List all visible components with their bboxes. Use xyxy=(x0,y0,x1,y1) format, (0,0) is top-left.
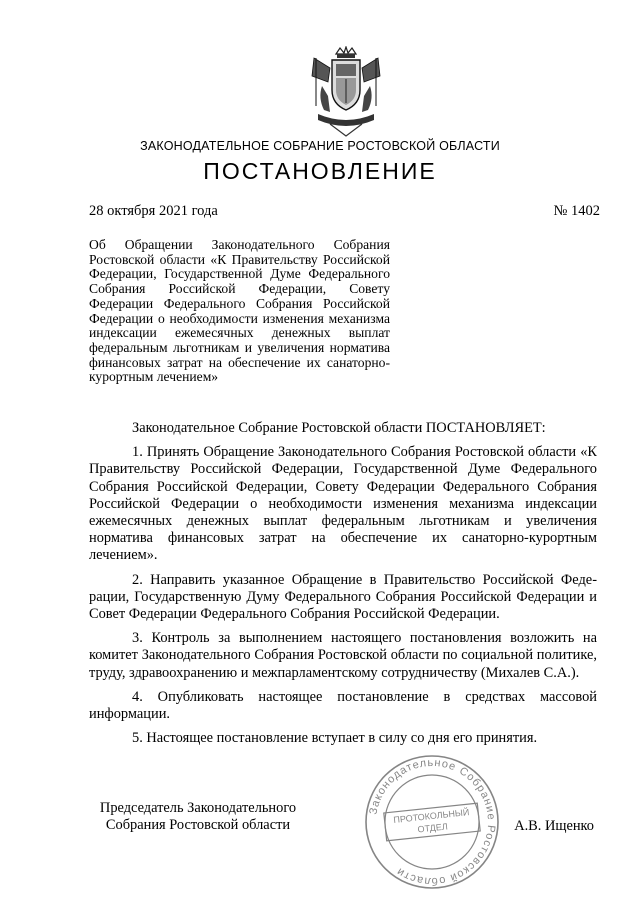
document-body xyxy=(89,420,597,754)
resolution-intro: Законодательное Собрание Ростовской области ПОСТАНОВЛЯЕТ: xyxy=(132,420,546,436)
resolution-item: 5. Настоящее постановление вступает в силу со дня его принятия. xyxy=(132,730,538,747)
document-number: № 1402 xyxy=(553,203,600,219)
stamp-center-line: ОТДЕЛ xyxy=(417,821,449,835)
resolution-item: 1. Принять Обращение Законодательного Собрания Ростовской области «К Правительству Российской Федерации, Государственной Думе Федерального Собрания Российской Федерации, Совету Федерации Федерального Собрания Российской Федерации о необходимости изменения механизма индексации ежемесячных денежных выплат федеральным льготникам и увеличения норматива финансовых затрат на обеспечение их санаторно-курортным лечением». xyxy=(89,444,597,564)
resolution-item: 3. Контроль за выполнением настоящего постановления возложить на комитет Законодательного Собрания Ростовской области по социальной политике, труду, здравоохранению и межпарламентскому сотрудничеству (Михалев С.А.). xyxy=(89,630,597,681)
document-date: 28 октября 2021 года xyxy=(89,203,218,219)
resolution-item: 4. Опубликовать настоящее постановление в средствах массовой информации. xyxy=(89,688,597,723)
document-subject: Об Обращении Законодательного Собрания Ростовской области «К Правительству Российской Федерации, Государственной Думе Федерального Собрания Российской Федерации, Совету Федерации Федерального Собрания Российской Федерации о необходимости изменения механизма индексации ежемесячных денежных выплат федеральным льготникам и увеличения норматива финансовых затрат на обеспечение их санаторно-курортным лечением» xyxy=(89,237,390,385)
stamp-ring-text: Законодательное Собрание Ростовской области xyxy=(367,756,498,888)
signatory-title xyxy=(89,800,307,834)
document-type-title: ПОСТАНОВЛЕНИЕ xyxy=(203,158,437,184)
stamp-seal-icon xyxy=(357,752,507,892)
signatory-title-line: Председатель Законодательного xyxy=(99,800,297,816)
coat-of-arms-icon xyxy=(300,46,392,138)
signatory-name: А.В. Ищенко xyxy=(514,818,594,834)
stamp-center-line: ПРОТОКОЛЬНЫЙ xyxy=(392,807,470,825)
resolution-item: 2. Направить указанное Обращение в Правительство Российской Федерации, Государственную Думу Федерального Собрания Российской Федерации и Совет Федерации Федерального Собрания Российской Федерации. xyxy=(89,571,597,623)
signatory-title-line: Собрания Ростовской области xyxy=(105,817,291,833)
organization-name: ЗАКОНОДАТЕЛЬНОЕ СОБРАНИЕ РОСТОВСКОЙ ОБЛАСТИ xyxy=(140,139,500,153)
